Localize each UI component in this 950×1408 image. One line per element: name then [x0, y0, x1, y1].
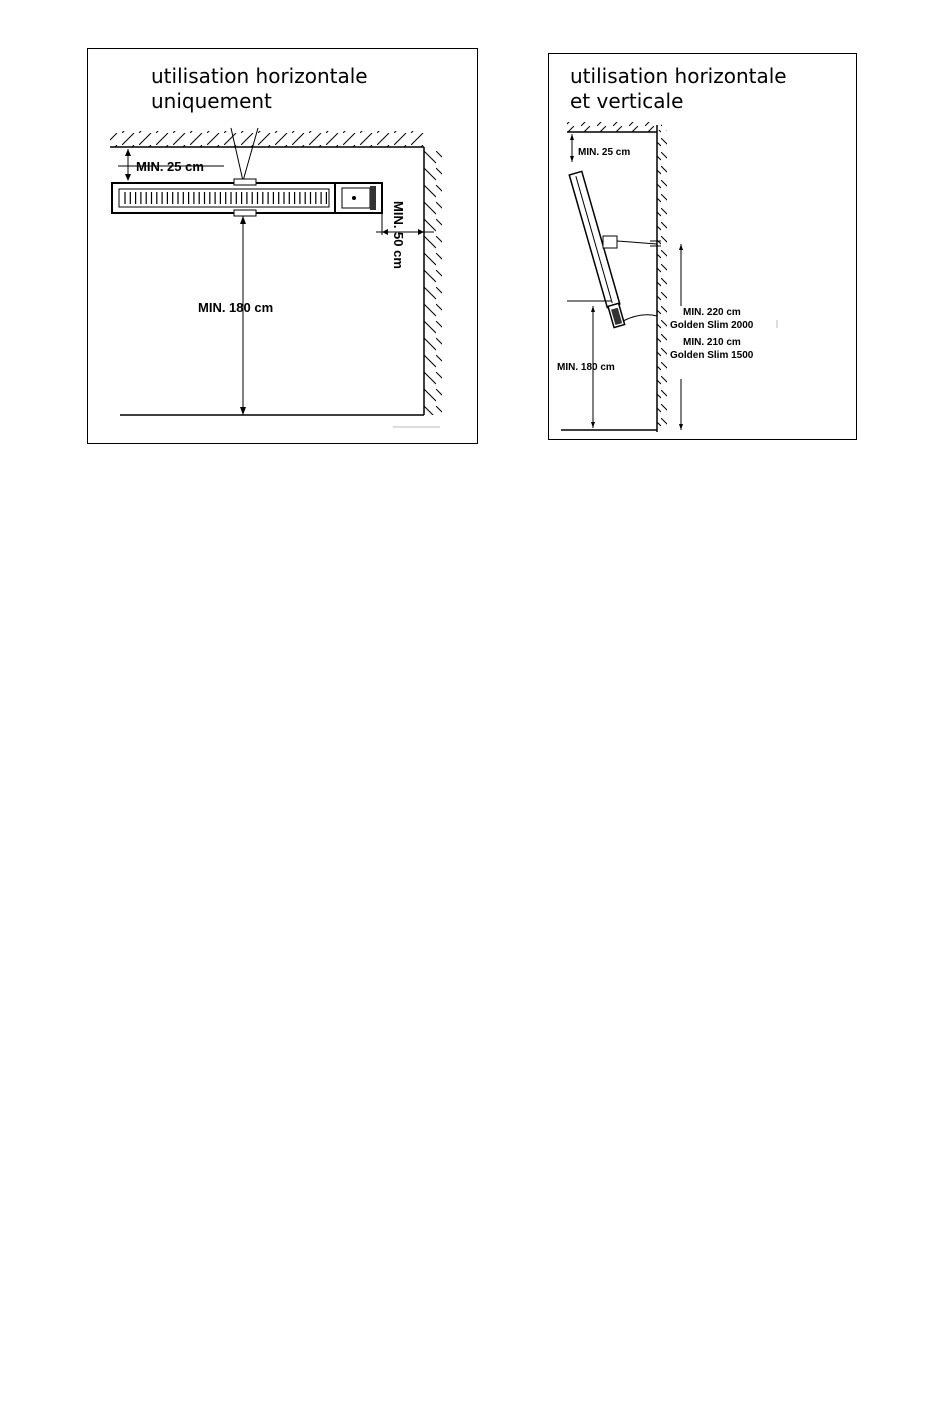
golden-slim-2000-label: Golden Slim 2000 [670, 320, 754, 331]
ceiling-clearance-dimension [570, 134, 574, 162]
horizontal-only-diagram [87, 48, 478, 444]
heater-unit [112, 179, 382, 216]
ceiling-clearance-label: MIN. 25 cm [578, 147, 631, 158]
ceiling-clearance-label: MIN. 25 cm [136, 159, 204, 174]
min-220-label: MIN. 220 cm [683, 307, 741, 318]
floor-clearance-label: MIN. 180 cm [557, 362, 615, 373]
horizontal-and-vertical-diagram [548, 53, 857, 440]
side-clearance-label: MIN. 50 cm [391, 201, 406, 269]
diagram-title-line2: et verticale [570, 89, 684, 113]
ceiling [567, 122, 662, 132]
vertical-mounting-drawing [549, 54, 858, 441]
diagram-title-line2: uniquement [151, 89, 272, 113]
wall [657, 125, 667, 432]
diagram-title-line1: utilisation horizontale [570, 64, 787, 88]
horizontal-mounting-drawing [88, 49, 479, 445]
side-wall [424, 147, 442, 415]
heater-unit [569, 171, 625, 327]
ceiling [110, 131, 428, 147]
min-210-label: MIN. 210 cm [683, 337, 741, 348]
diagram-title-line1: utilisation horizontale [151, 64, 368, 88]
floor-clearance-dimension [240, 216, 246, 415]
floor-clearance-label: MIN. 180 cm [198, 300, 274, 315]
golden-slim-1500-label: Golden Slim 1500 [670, 350, 754, 361]
